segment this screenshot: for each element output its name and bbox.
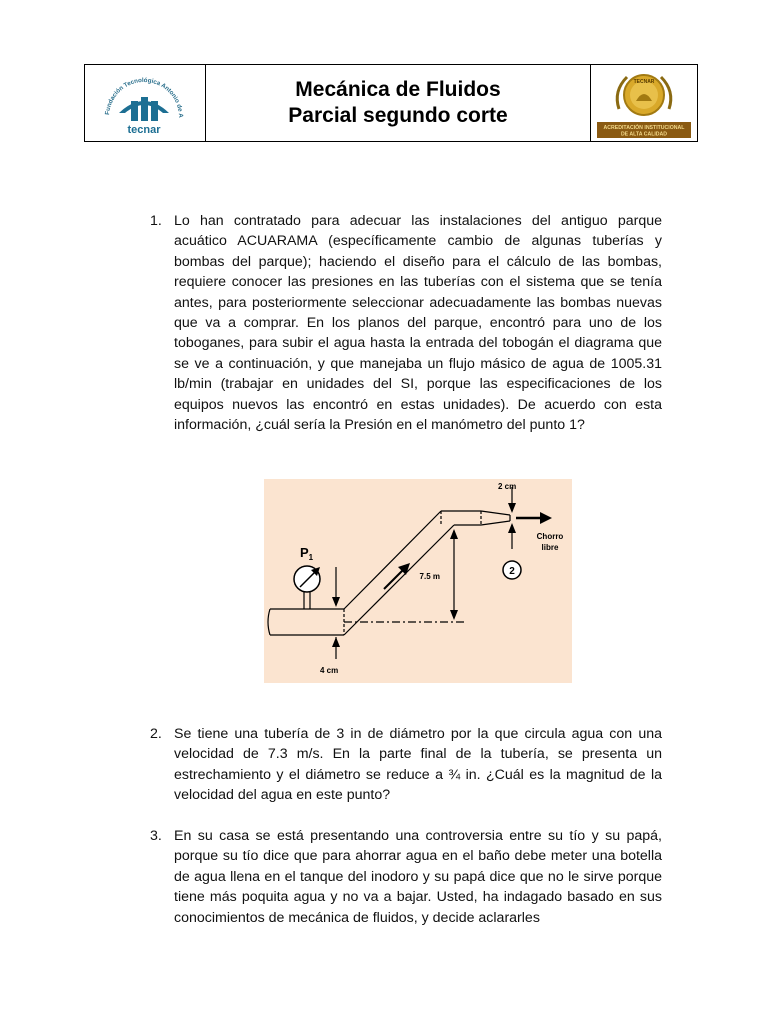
tecnar-logo-icon <box>85 65 205 141</box>
question-3 <box>150 826 662 928</box>
question-number: 1. <box>150 213 162 229</box>
header-table <box>84 64 698 142</box>
question-text: Lo han contratado para adecuar las instalaciones del antiguo parque acuático ACUARAMA (específicamente cambio de algunas tuberías y bombas del parque); haciendo el diseño para el cálculo de las bombas, requiere conocer las presiones en las tuberías con el sistema que se tenía antes, para posteriormente seleccionar adecuadamente las bombas nuevas que va a comprar. En los planos del parque, encontró para uno de los toboganes, para subir el agua hasta la entrada del tobogán el diagrama que se ve a continuación, y que manejaba un flujo másico de agua de 1005.31 lb/min (trabajar en unidades del SI, porque las especificaciones de los equipos nuevos las encontró en estas unidades). De acuerdo con esta información, ¿cuál sería la Presión en el manómetro del punto 1? <box>174 213 662 434</box>
label-jet-line1: Chorro <box>536 532 564 541</box>
label-2cm: 2 cm <box>498 482 517 491</box>
document-title: Mecánica de Fluidos <box>295 78 501 101</box>
seal-band-line2: DE ALTA CALIDAD <box>620 131 668 138</box>
label-jet-line2: libre <box>541 543 559 552</box>
logo-cell <box>85 65 206 141</box>
pipe-diagram <box>264 479 572 683</box>
question-text: En su casa se está presentando una controversia entre su tío y su papá, porque su tío dice que para ahorrar agua en el baño debe meter una botella de agua llena en el tanque del inodoro y su papá dice que no le sirve porque tiene más poquita agua y no va a bajar. Usted, ha indagado basado en sus conocimientos de mecánica de fluidos, y decide aclararles <box>174 828 662 926</box>
gauge-subscript: 1 <box>308 553 314 562</box>
document-subtitle: Parcial segundo corte <box>288 104 508 127</box>
svg-text:P1 <box>300 545 314 562</box>
question-2 <box>150 724 662 806</box>
label-4cm: 4 cm <box>320 666 339 675</box>
title-cell <box>206 65 590 141</box>
question-text: Se tiene una tubería de 3 in de diámetro por la que circula agua con una velocidad de 7.3 m/s. En la parte final de la tubería, se presenta un estrechamiento y el diámetro se reduce a ¾ in. ¿Cuál es la magnitud de la velocidad del agua en este punto? <box>174 726 662 804</box>
question-number: 2. <box>150 726 162 742</box>
label-height: 7.5 m <box>419 572 440 581</box>
seal-cell <box>590 65 697 141</box>
logo-arc-text: Fundación Tecnológica Antonio de A <box>104 76 185 118</box>
question-1 <box>150 211 662 435</box>
question-number: 3. <box>150 828 162 844</box>
gauge-label: P <box>300 545 309 560</box>
pipe-diagram-drawing <box>264 479 572 683</box>
point-label: 2 <box>509 566 515 577</box>
seal-band-line1: ACREDITACIÓN INSTITUCIONAL <box>603 125 685 131</box>
seal-top-text: TECNAR <box>633 79 655 85</box>
logo-name: tecnar <box>127 124 161 136</box>
accreditation-seal-icon <box>591 65 697 141</box>
